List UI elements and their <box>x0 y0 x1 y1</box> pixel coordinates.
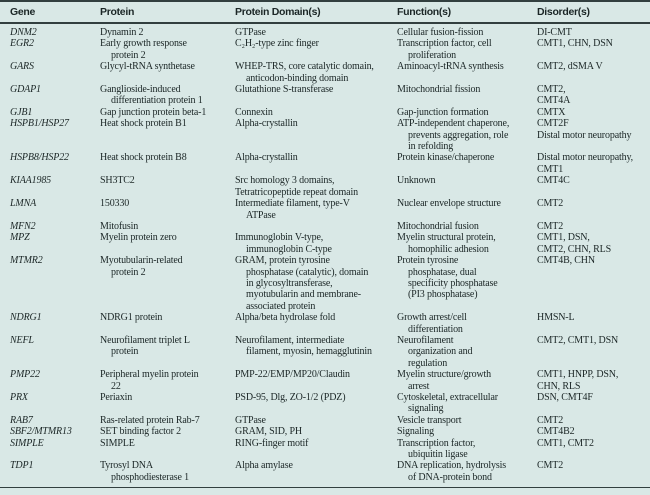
gene-cell <box>10 118 100 152</box>
cell-line: WHEP-TRS, core catalytic domain, <box>235 61 374 73</box>
cell-line: Distal motor neuropathy, <box>537 152 634 164</box>
table-row <box>10 198 650 221</box>
domains-cell <box>235 392 397 415</box>
table-row <box>10 369 650 392</box>
cell-line: CMT2, <box>537 84 566 96</box>
cell-line: immunoglobin C-type <box>246 243 332 255</box>
functions-cell <box>397 84 537 107</box>
gene-cell <box>10 152 100 175</box>
protein-cell <box>100 175 235 198</box>
disorders-cell <box>537 392 650 415</box>
cell-line: differentiation protein 1 <box>111 95 203 107</box>
cell-line: Glycyl-tRNA synthetase <box>100 61 195 73</box>
gene-cell <box>10 415 100 426</box>
column-header-disorders: Disorder(s) <box>537 6 590 18</box>
cell-line: CHN, RLS <box>537 380 581 392</box>
protein-cell <box>100 392 235 415</box>
disorders-cell <box>537 232 650 255</box>
cell-line: Signaling <box>397 426 434 438</box>
table-row <box>10 61 650 84</box>
table-row <box>10 438 650 461</box>
protein-cell <box>100 312 235 335</box>
cell-line: arrest <box>408 380 430 392</box>
cell-line: Gap-junction formation <box>397 106 489 118</box>
cell-line: CMT2, dSMA V <box>537 61 603 73</box>
cell-line: Protein kinase/chaperone <box>397 152 495 164</box>
functions-cell <box>397 38 537 61</box>
cell-line: Alpha-crystallin <box>235 118 298 130</box>
cell-line: CMT1, CHN, DSN <box>537 38 613 50</box>
cell-line: HSPB1/HSP27 <box>10 118 69 130</box>
cell-line: PMP22 <box>10 369 40 381</box>
cell-line: regulation <box>408 357 448 369</box>
cell-line: GDAP1 <box>10 84 41 96</box>
cell-line: Heat shock protein B1 <box>100 118 187 130</box>
domains-cell <box>235 27 397 38</box>
gene-cell <box>10 84 100 107</box>
disorders-cell <box>537 426 650 437</box>
table-row <box>10 232 650 255</box>
cell-line: Early growth response <box>100 38 187 50</box>
functions-cell <box>397 61 537 84</box>
cell-line: Periaxin <box>100 392 133 403</box>
cell-line: DNA replication, hydrolysis <box>397 460 506 472</box>
protein-cell <box>100 369 235 392</box>
cell-line: GJB1 <box>10 106 33 118</box>
domains-cell <box>235 221 397 232</box>
cell-line: myotubularin and membrane- <box>246 289 361 301</box>
cell-line: Src homology 3 domains, <box>235 175 335 187</box>
cell-line: GTPase <box>235 414 266 426</box>
table-row <box>10 415 650 426</box>
cell-line: Glutathione S-transferase <box>235 84 334 96</box>
cell-line: Gap junction protein beta-1 <box>100 106 207 118</box>
cell-line: organization and <box>408 346 473 358</box>
disorders-cell <box>537 221 650 232</box>
cell-line: DI-CMT <box>537 27 572 38</box>
cell-line: DNM2 <box>10 27 37 38</box>
cell-line: CMT2F <box>537 118 569 130</box>
cell-line: RING-finger motif <box>235 437 309 449</box>
functions-cell <box>397 232 537 255</box>
gene-cell <box>10 107 100 118</box>
cell-line: GRAM, SID, PH <box>235 426 302 438</box>
column-header-protein: Protein <box>100 6 135 18</box>
cell-line: Transcription factor, <box>397 437 476 449</box>
disorders-cell <box>537 369 650 392</box>
cell-line: MTMR2 <box>10 255 43 267</box>
cell-line: CMT4B2 <box>537 426 575 438</box>
cell-line: Dynamin 2 <box>100 27 144 38</box>
table-row <box>10 335 650 369</box>
protein-cell <box>100 335 235 369</box>
cell-line: LMNA <box>10 198 37 210</box>
functions-cell <box>397 415 537 426</box>
gene-cell <box>10 175 100 198</box>
cell-line: SH3TC2 <box>100 175 135 187</box>
functions-cell <box>397 107 537 118</box>
cell-line: phosphatase, dual <box>408 266 477 278</box>
disorders-cell <box>537 415 650 426</box>
cell-line: PMP-22/EMP/MP20/Claudin <box>235 369 350 381</box>
cell-line: TDP1 <box>10 460 34 472</box>
cell-line: PRX <box>10 392 28 403</box>
cell-line: C₂H₂-type zinc finger <box>235 38 319 50</box>
cell-line: Transcription factor, cell <box>397 38 492 50</box>
protein-cell <box>100 38 235 61</box>
protein-cell <box>100 460 235 483</box>
table-row <box>10 221 650 232</box>
cell-line: proliferation <box>408 49 457 61</box>
cell-line: Tetratricopeptide repeat domain <box>235 186 358 198</box>
domains-cell <box>235 369 397 392</box>
cell-line: Vesicle transport <box>397 414 462 426</box>
cell-line: CMT2 <box>537 198 564 210</box>
gene-cell <box>10 335 100 369</box>
domains-cell <box>235 152 397 175</box>
domains-cell <box>235 61 397 84</box>
cell-line: CMT1, DSN, <box>537 232 590 244</box>
cell-line: NDRG1 <box>10 312 42 324</box>
gene-cell <box>10 369 100 392</box>
header-row <box>0 0 650 24</box>
cell-line: 150330 <box>100 198 130 210</box>
table-row <box>10 27 650 38</box>
cell-line: ubiquitin ligase <box>408 449 468 461</box>
table-row <box>10 312 650 335</box>
disorders-cell <box>537 438 650 461</box>
functions-cell <box>397 118 537 152</box>
cell-line: Tyrosyl DNA <box>100 460 153 472</box>
cell-line: Cytoskeletal, extracellular <box>397 392 498 403</box>
gene-cell <box>10 255 100 312</box>
cell-line: Mitochondrial fusion <box>397 220 479 232</box>
domains-cell <box>235 415 397 426</box>
cell-line: NEFL <box>10 334 34 346</box>
cell-line: CMT4C <box>537 175 570 187</box>
cell-line: Neurofilament, intermediate <box>235 334 345 346</box>
gene-cell <box>10 392 100 415</box>
cell-line: GTPase <box>235 27 266 38</box>
cell-line: SET binding factor 2 <box>100 426 181 438</box>
cell-line: CMT2 <box>537 460 564 472</box>
disorders-cell <box>537 460 650 483</box>
cell-line: CMT2 <box>537 220 564 232</box>
cell-line: Nuclear envelope structure <box>397 198 501 210</box>
table-row <box>10 107 650 118</box>
functions-cell <box>397 221 537 232</box>
protein-cell <box>100 438 235 461</box>
gene-cell <box>10 27 100 38</box>
functions-cell <box>397 255 537 312</box>
cell-line: Aminoacyl-tRNA synthesis <box>397 61 504 73</box>
cell-line: Distal motor neuropathy <box>537 129 632 141</box>
cell-line: Cellular fusion-fission <box>397 27 484 38</box>
cell-line: prevents aggregation, role <box>408 129 509 141</box>
column-header-gene: Gene <box>10 6 36 18</box>
functions-cell <box>397 152 537 175</box>
domains-cell <box>235 312 397 335</box>
cell-line: Protein tyrosine <box>397 255 459 267</box>
cell-line: Neurofilament <box>397 334 454 346</box>
cell-line: signaling <box>408 403 444 415</box>
cell-line: phosphatase (catalytic), domain <box>246 266 369 278</box>
cell-line: Intermediate filament, type-V <box>235 198 350 210</box>
gene-cell <box>10 38 100 61</box>
functions-cell <box>397 426 537 437</box>
cell-line: associated protein <box>246 300 316 312</box>
cell-line: Unknown <box>397 175 436 187</box>
functions-cell <box>397 335 537 369</box>
cell-line: ATPase <box>246 209 276 221</box>
cell-line: CMT1 <box>537 163 564 175</box>
cell-line: Mitochondrial fission <box>397 84 481 96</box>
gene-cell <box>10 312 100 335</box>
functions-cell <box>397 369 537 392</box>
protein-cell <box>100 27 235 38</box>
functions-cell <box>397 312 537 335</box>
cell-line: ATP-independent chaperone, <box>397 118 510 130</box>
disorders-cell <box>537 198 650 221</box>
cell-line: Immunoglobin V-type, <box>235 232 324 244</box>
cell-line: CMT4A <box>537 95 571 107</box>
disorders-cell <box>537 27 650 38</box>
table-row <box>10 152 650 175</box>
cell-line: Alpha-crystallin <box>235 152 298 164</box>
cell-line: DSN, CMT4F <box>537 392 593 403</box>
cell-line: Connexin <box>235 106 273 118</box>
cell-line: Heat shock protein B8 <box>100 152 187 164</box>
cell-line: specificity phosphatase <box>408 277 498 289</box>
domains-cell <box>235 255 397 312</box>
protein-cell <box>100 255 235 312</box>
disorders-cell <box>537 84 650 107</box>
table-row <box>10 38 650 61</box>
cell-line: CMT2, CMT1, DSN <box>537 334 619 346</box>
protein-cell <box>100 415 235 426</box>
gene-cell <box>10 460 100 483</box>
cell-line: (PI3 phosphatase) <box>408 289 478 301</box>
domains-cell <box>235 118 397 152</box>
domains-cell <box>235 107 397 118</box>
domains-cell <box>235 232 397 255</box>
cell-line: homophilic adhesion <box>408 243 489 255</box>
domains-cell <box>235 335 397 369</box>
cell-line: protein <box>111 346 139 358</box>
domains-cell <box>235 438 397 461</box>
cell-line: HSPB8/HSP22 <box>10 152 69 164</box>
domains-cell <box>235 426 397 437</box>
disorders-cell <box>537 255 650 312</box>
cell-line: MFN2 <box>10 220 36 232</box>
domains-cell <box>235 198 397 221</box>
cell-line: CMT4B, CHN <box>537 255 595 267</box>
cell-line: in glycosyltransferase, <box>246 277 333 289</box>
disorders-cell <box>537 61 650 84</box>
cell-line: EGR2 <box>10 38 34 50</box>
cell-line: of DNA-protein bond <box>408 471 492 483</box>
cell-line: anticodon-binding domain <box>246 72 349 84</box>
cell-line: Neurofilament triplet L <box>100 334 190 346</box>
gene-cell <box>10 426 100 437</box>
protein-cell <box>100 61 235 84</box>
cell-line: CMT2 <box>537 414 564 426</box>
gene-cell <box>10 438 100 461</box>
functions-cell <box>397 460 537 483</box>
cell-line: SIMPLE <box>100 437 135 449</box>
cell-line: Peripheral myelin protein <box>100 369 199 381</box>
protein-cell <box>100 198 235 221</box>
cell-line: CMT1, HNPP, DSN, <box>537 369 619 381</box>
cell-line: Myelin structural protein, <box>397 232 496 244</box>
cell-line: Ras-related protein Rab-7 <box>100 414 200 426</box>
functions-cell <box>397 27 537 38</box>
gene-cell <box>10 232 100 255</box>
protein-cell <box>100 152 235 175</box>
domains-cell <box>235 84 397 107</box>
protein-cell <box>100 118 235 152</box>
disorders-cell <box>537 312 650 335</box>
cell-line: GARS <box>10 61 34 73</box>
gene-cell <box>10 198 100 221</box>
functions-cell <box>397 198 537 221</box>
disorders-cell <box>537 152 650 175</box>
disorders-cell <box>537 118 650 152</box>
cell-line: PSD-95, Dlg, ZO-1/2 (PDZ) <box>235 392 346 403</box>
table-row <box>10 84 650 107</box>
cell-line: SIMPLE <box>10 437 44 449</box>
disorders-cell <box>537 38 650 61</box>
disorders-cell <box>537 335 650 369</box>
cell-line: Alpha/beta hydrolase fold <box>235 312 336 324</box>
protein-cell <box>100 426 235 437</box>
cell-line: HMSN-L <box>537 312 575 324</box>
cell-line: protein 2 <box>111 49 146 61</box>
column-header-functions: Function(s) <box>397 6 451 18</box>
cell-line: in refolding <box>408 141 454 153</box>
protein-cell <box>100 107 235 118</box>
cell-line: Growth arrest/cell <box>397 312 467 324</box>
cell-line: Myelin structure/growth <box>397 369 492 381</box>
gene-cell <box>10 61 100 84</box>
functions-cell <box>397 175 537 198</box>
disorders-cell <box>537 107 650 118</box>
cell-line: phosphodiesterase 1 <box>111 471 189 483</box>
domains-cell <box>235 38 397 61</box>
cell-line: Myotubularin-related <box>100 255 183 267</box>
cell-line: Alpha amylase <box>235 460 293 472</box>
table-body <box>0 24 650 488</box>
cell-line: protein 2 <box>111 266 146 278</box>
table-row <box>10 460 650 483</box>
cell-line: GRAM, protein tyrosine <box>235 255 330 267</box>
table-row <box>10 175 650 198</box>
cell-line: CMTX <box>537 106 566 118</box>
cell-line: 22 <box>111 380 121 392</box>
cell-line: Ganglioside-induced <box>100 84 181 96</box>
cell-line: filament, myosin, hemagglutinin <box>246 346 372 358</box>
cell-line: Mitofusin <box>100 220 139 232</box>
protein-cell <box>100 232 235 255</box>
domains-cell <box>235 175 397 198</box>
cell-line: MPZ <box>10 232 30 244</box>
table-row <box>10 392 650 415</box>
cell-line: SBF2/MTMR13 <box>10 426 72 438</box>
gene-cell <box>10 221 100 232</box>
cell-line: KIAA1985 <box>10 175 52 187</box>
cell-line: RAB7 <box>10 414 33 426</box>
functions-cell <box>397 392 537 415</box>
cell-line: Myelin protein zero <box>100 232 177 244</box>
cell-line: CMT1, CMT2 <box>537 437 594 449</box>
protein-cell <box>100 221 235 232</box>
cell-line: differentiation <box>408 323 463 335</box>
cell-line: CMT2, CHN, RLS <box>537 243 612 255</box>
table-row <box>10 255 650 312</box>
domains-cell <box>235 460 397 483</box>
table-row <box>10 426 650 437</box>
column-header-domains: Protein Domain(s) <box>235 6 321 18</box>
disorders-cell <box>537 175 650 198</box>
table-row <box>10 118 650 152</box>
cell-line: NDRG1 protein <box>100 312 163 324</box>
protein-cell <box>100 84 235 107</box>
functions-cell <box>397 438 537 461</box>
